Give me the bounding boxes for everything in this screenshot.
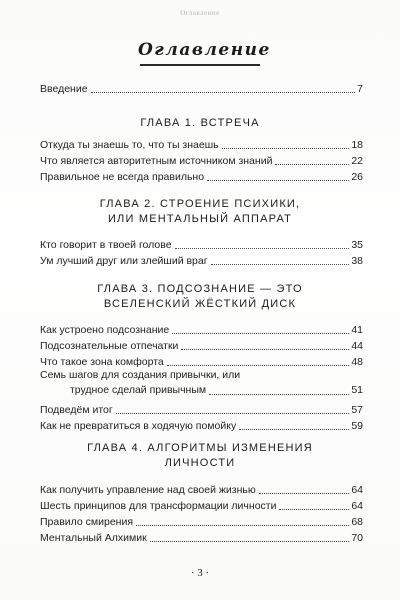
- toc-entry-page: 64: [351, 484, 363, 496]
- toc-entry-label: Как устроено подсознание: [40, 324, 170, 336]
- toc-entry-multiline: [40, 368, 363, 398]
- dot-leader: [259, 492, 350, 494]
- toc-entry-label: Правильное не всегда правильно: [40, 171, 205, 183]
- toc-entry-page: 18: [351, 139, 363, 151]
- toc-entry: [40, 481, 363, 497]
- title-underline: [140, 64, 260, 66]
- chapter-heading-line: ГЛАВА 3. ПОДСОЗНАНИЕ — ЭТО: [97, 283, 303, 295]
- toc-entry-page: 68: [351, 516, 363, 528]
- chapter-heading-line: ГЛАВА 2. СТРОЕНИЕ ПСИХИКИ,: [99, 198, 301, 210]
- toc-entry-label: Что является авторитетным источником знаний: [40, 155, 273, 167]
- chapter-heading-2: [40, 197, 360, 227]
- toc-entry: [40, 252, 363, 268]
- toc-entry: [40, 168, 363, 184]
- toc-entry: [40, 417, 363, 433]
- dot-leader: [172, 332, 349, 334]
- dot-leader: [167, 364, 350, 366]
- toc-entry-intro: [40, 80, 363, 96]
- toc-entry: [40, 152, 363, 168]
- toc-entry-page: 38: [351, 255, 363, 267]
- dot-leader: [209, 393, 349, 395]
- toc-entry: [40, 236, 363, 252]
- toc-entry-page: 41: [351, 324, 363, 336]
- toc-entry: [40, 497, 363, 513]
- toc-entry-label: Подсознательные отпечатки: [40, 340, 179, 352]
- dot-leader: [275, 163, 349, 165]
- toc-entry: [40, 529, 363, 545]
- toc-entry-page: 59: [351, 420, 363, 432]
- dot-leader: [239, 428, 349, 430]
- toc-entry-page: 26: [351, 171, 363, 183]
- page-number: · 3 ·: [190, 567, 210, 579]
- toc-entry: [40, 353, 363, 369]
- dot-leader: [150, 540, 350, 542]
- chapter-heading-line: ЛИЧНОСТИ: [164, 457, 236, 469]
- toc-entry-line2: [40, 383, 363, 398]
- dot-leader: [279, 508, 349, 510]
- toc-entry-label: Что такое зона комфорта: [40, 356, 164, 368]
- toc-entry-label: Как получить управление над своей жизнью: [40, 484, 256, 496]
- toc-entry-page: 48: [351, 356, 363, 368]
- chapter-heading-line: ИЛИ МЕНТАЛЬНЫЙ АППАРАТ: [107, 213, 293, 225]
- toc-entry-label: Семь шагов для создания привычки, или: [40, 369, 241, 381]
- chapter-heading-line: ГЛАВА 4. АЛГОРИТМЫ ИЗМЕНЕНИЯ: [87, 442, 313, 454]
- toc-entry-label: Кто говорит в твоей голове: [40, 239, 172, 251]
- toc-entry-label: Как не превратиться в ходячую помойку: [40, 420, 237, 432]
- chapter-heading-1: [40, 116, 360, 131]
- toc-entry: [40, 321, 363, 337]
- dot-leader: [91, 91, 356, 93]
- toc-entry-page: 70: [351, 532, 363, 544]
- toc-entry-page: 35: [351, 239, 363, 251]
- dot-leader: [116, 412, 350, 414]
- dot-leader: [222, 147, 350, 149]
- toc-entry-label: Откуда ты знаешь то, что ты знаешь: [40, 139, 219, 151]
- toc-entry-page: 22: [351, 155, 363, 167]
- toc-entry-page: 44: [351, 340, 363, 352]
- dot-leader: [175, 247, 350, 249]
- toc-entry-label: Введение: [40, 83, 88, 95]
- toc-entry-page: 57: [351, 404, 363, 416]
- chapter-heading-3: [40, 282, 360, 312]
- toc-entry-page: 7: [357, 83, 363, 95]
- chapter-heading-line: ВСЕЛЕНСКИЙ ЖЁСТКИЙ ДИСК: [103, 298, 297, 310]
- dot-leader: [211, 263, 350, 265]
- toc-entry-label: Подведём итог: [40, 404, 113, 416]
- toc-entry: [40, 337, 363, 353]
- chapter-heading-4: [40, 441, 360, 471]
- dot-leader: [181, 348, 349, 350]
- dot-leader: [136, 524, 349, 526]
- toc-entry-page: 64: [351, 500, 363, 512]
- toc-title: Оглавление: [138, 40, 271, 60]
- running-head: Оглавление: [180, 9, 220, 17]
- toc-entry: [40, 401, 363, 417]
- dot-leader: [207, 179, 349, 181]
- toc-entry-label: Ум лучший друг или злейший враг: [40, 255, 208, 267]
- toc-entry-page: 51: [351, 384, 363, 396]
- toc-entry-label: Шесть принципов для трансформации личности: [40, 500, 277, 512]
- toc-entry-label: Ментальный Алхимик: [40, 532, 147, 544]
- toc-entry-label-continued: трудное сделай привычным: [70, 384, 207, 396]
- chapter-heading-line: ГЛАВА 1. ВСТРЕЧА: [140, 117, 260, 129]
- toc-entry-label: Правило смирения: [40, 516, 134, 528]
- toc-entry: [40, 513, 363, 529]
- toc-entry: [40, 136, 363, 152]
